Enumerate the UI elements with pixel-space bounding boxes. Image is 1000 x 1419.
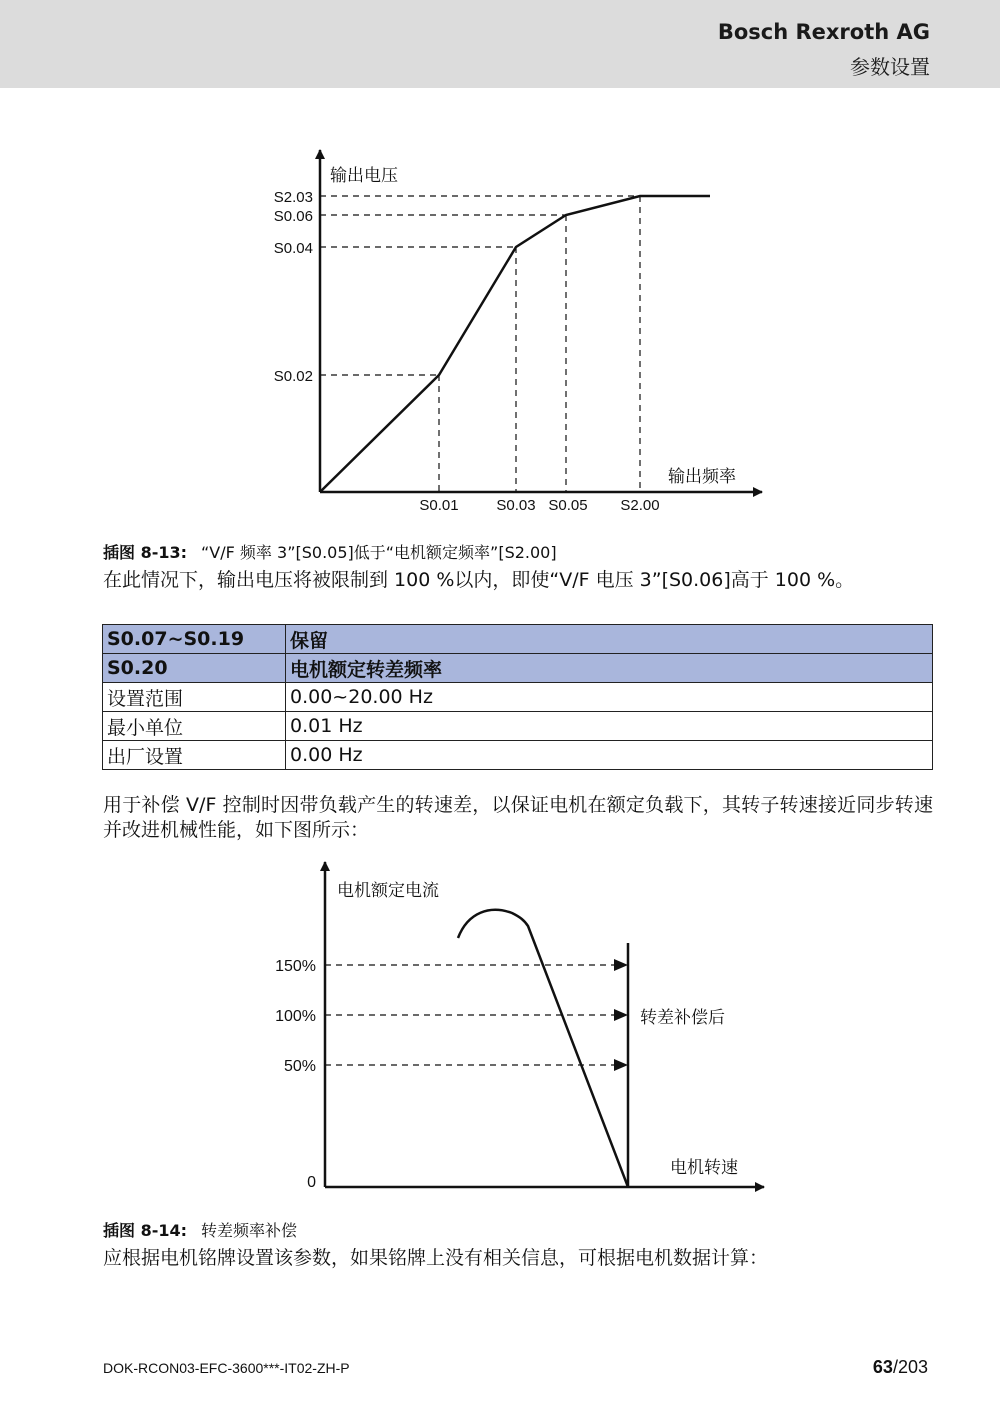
vf-series-line [320, 196, 710, 492]
y-axis-label: 输出电压 [330, 166, 398, 186]
section-title: 参数设置 [850, 55, 930, 79]
figure2-caption-text: 转差频率补偿 [201, 1221, 298, 1240]
y-tick-s004: S0.04 [273, 240, 313, 257]
x-tick-s005: S0.05 [548, 497, 588, 514]
load-guide-lines [325, 965, 615, 1065]
y-tick-s006: S0.06 [273, 208, 313, 225]
parameter-table [102, 624, 933, 770]
y-tick-s002: S0.02 [273, 368, 313, 385]
page-number [873, 1357, 928, 1378]
figure2-caption [103, 1218, 297, 1241]
y-tick-0: 0 [307, 1174, 316, 1191]
x-tick-s200: S2.00 [620, 497, 660, 514]
figure1-caption-text: “V/F 频率 3”[S0.05]低于“电机额定频率”[S2.00] [201, 543, 557, 562]
figure1-caption-number: 插图 8-13: [103, 543, 188, 562]
y-tick-150: 150% [275, 958, 316, 975]
x-axis-label: 电机转速 [670, 1158, 738, 1178]
param-code: S0.07~S0.19 [103, 625, 286, 654]
param-value: 0.00~20.00 Hz [286, 683, 933, 712]
param-attribute: 出厂设置 [103, 741, 286, 770]
table-row [103, 712, 933, 741]
page-header [0, 0, 1000, 88]
total-pages: /203 [892, 1357, 928, 1377]
figure1-caption [103, 540, 557, 563]
param-name: 电机额定转差频率 [286, 654, 933, 683]
torque-speed-curve [458, 910, 628, 1187]
param-value: 0.01 Hz [286, 712, 933, 741]
x-tick-s001: S0.01 [419, 497, 459, 514]
paragraph-3: 应根据电机铭牌设置该参数，如果铭牌上没有相关信息，可根据电机数据计算： [103, 1247, 769, 1269]
param-code: S0.20 [103, 654, 286, 683]
guide-lines [320, 196, 640, 492]
brand-name: Bosch Rexroth AG [717, 20, 930, 44]
table-row [103, 741, 933, 770]
document-id: DOK-RCON03-EFC-3600***-IT02-ZH-P [103, 1360, 350, 1376]
compensation-arrows [614, 959, 628, 1071]
y-tick-s203: S2.03 [273, 189, 313, 206]
paragraph-2: 用于补偿 V/F 控制时因带负载产生的转速差，以保证电机在额定负载下，其转子转速接近同步转速并改进机械性能，如下图所示： [103, 794, 933, 841]
vf-curve-chart [0, 140, 1000, 520]
table-row [103, 625, 933, 654]
x-tick-s003: S0.03 [496, 497, 536, 514]
param-attribute: 最小单位 [103, 712, 286, 741]
table-row [103, 683, 933, 712]
table-row [103, 654, 933, 683]
current-page: 63 [872, 1357, 893, 1377]
param-attribute: 设置范围 [103, 683, 286, 712]
y-tick-100: 100% [275, 1008, 316, 1025]
y-tick-50: 50% [283, 1058, 316, 1075]
param-name: 保留 [286, 625, 933, 654]
slip-compensation-chart [0, 855, 1000, 1200]
annotation-after-compensation: 转差补偿后 [640, 1008, 725, 1028]
paragraph-1: 在此情况下，输出电压将被限制到 100 %以内，即使“V/F 电压 3”[S0.06]高于 100 %。 [103, 569, 855, 591]
y-axis-label: 电机额定电流 [337, 881, 439, 901]
figure2-caption-number: 插图 8-14: [103, 1221, 188, 1240]
x-axis-label: 输出频率 [668, 467, 736, 487]
param-value: 0.00 Hz [286, 741, 933, 770]
